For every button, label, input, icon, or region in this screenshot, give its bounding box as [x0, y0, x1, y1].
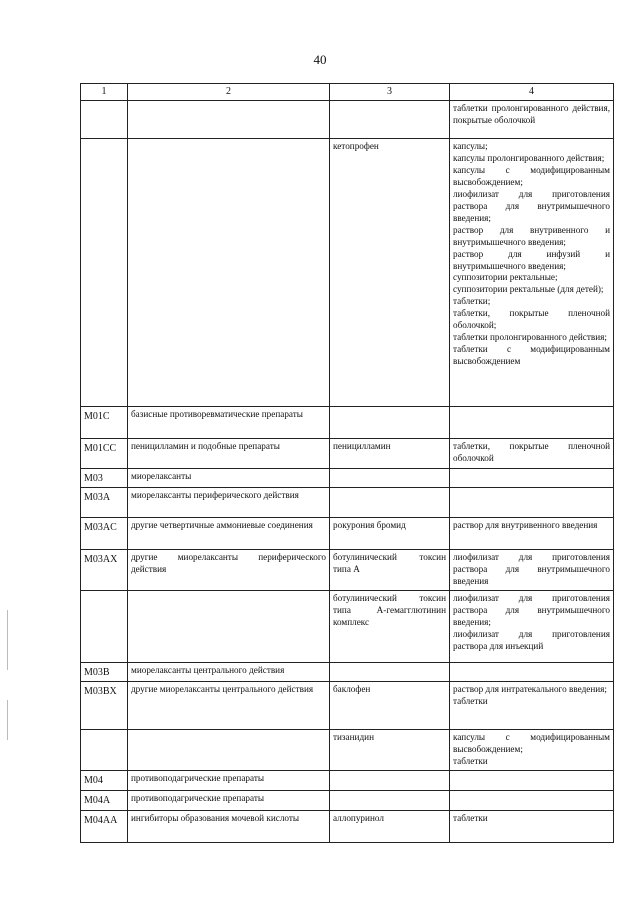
dosage-form-item: таблетки	[453, 695, 488, 706]
atc-code-cell	[81, 729, 128, 770]
table-row	[81, 590, 614, 662]
dosage-forms-cell	[450, 770, 614, 790]
group-name-cell: базисные противоревматические препараты	[128, 407, 330, 439]
dosage-forms-cell	[450, 810, 614, 842]
dosage-forms-cell	[450, 488, 614, 518]
column-header-1: 1	[81, 84, 128, 101]
dosage-form-item: таблетки	[453, 812, 488, 823]
group-name-cell: другие четвертичные аммониевые соединения	[128, 518, 330, 550]
dosage-forms-cell	[450, 681, 614, 729]
dosage-form-item: раствор для внутривенного и внутримышечного введения;	[453, 224, 610, 247]
table-row	[81, 439, 614, 469]
dosage-form-item: лиофилизат для приготовления раствора для инъекций	[453, 628, 610, 651]
table-row	[81, 662, 614, 681]
dosage-forms-cell	[450, 790, 614, 810]
table-row	[81, 518, 614, 550]
dosage-forms-cell	[450, 518, 614, 550]
group-name-cell	[128, 101, 330, 139]
dosage-forms-cell	[450, 139, 614, 407]
dosage-form-item: суппозитории ректальные (для детей);	[453, 284, 604, 295]
group-name-cell	[128, 590, 330, 662]
substance-cell	[330, 488, 450, 518]
table-row	[81, 770, 614, 790]
substance-cell: ботулинический токсин типа А	[330, 550, 450, 591]
dosage-form-item: капсулы пролонгированного действия;	[453, 152, 605, 163]
atc-code-cell: M01C	[81, 407, 128, 439]
table-row	[81, 469, 614, 488]
margin-mark	[7, 610, 8, 670]
table-row	[81, 101, 614, 139]
dosage-forms-cell	[450, 662, 614, 681]
table-row	[81, 810, 614, 842]
dosage-forms-cell	[450, 439, 614, 469]
substance-cell: баклофен	[330, 681, 450, 729]
atc-code-cell	[81, 590, 128, 662]
dosage-form-item: лиофилизат для приготовления раствора для внутримышечного введения	[453, 552, 610, 586]
dosage-forms-cell	[450, 550, 614, 591]
dosage-form-item: раствор для интратекального введения;	[453, 683, 607, 694]
atc-code-cell: M04AA	[81, 810, 128, 842]
dosage-forms-cell	[450, 469, 614, 488]
atc-code-cell: M03	[81, 469, 128, 488]
table-row	[81, 681, 614, 729]
table-row	[81, 790, 614, 810]
substance-cell	[330, 407, 450, 439]
substance-cell	[330, 770, 450, 790]
table-row	[81, 488, 614, 518]
table-body	[81, 84, 614, 843]
table-row	[81, 407, 614, 439]
substance-cell	[330, 101, 450, 139]
dosage-form-item: таблетки пролонгированного действия, покрытые оболочкой	[453, 103, 610, 125]
substance-cell: тизанидин	[330, 729, 450, 770]
atc-code-cell: M04A	[81, 790, 128, 810]
group-name-cell	[128, 729, 330, 770]
group-name-cell: другие миорелаксанты центрального действия	[128, 681, 330, 729]
atc-code-cell: M01CC	[81, 439, 128, 469]
group-name-cell: миорелаксанты центрального действия	[128, 662, 330, 681]
substance-cell	[330, 662, 450, 681]
margin-mark	[7, 700, 8, 740]
atc-code-cell: M03AC	[81, 518, 128, 550]
atc-code-cell: M04	[81, 770, 128, 790]
table-row	[81, 550, 614, 591]
atc-code-cell: M03B	[81, 662, 128, 681]
drug-table	[80, 83, 614, 843]
atc-code-cell: M03A	[81, 488, 128, 518]
table-row	[81, 729, 614, 770]
dosage-form-item: таблетки, покрытые пленочной оболочкой	[453, 441, 610, 463]
substance-cell	[330, 469, 450, 488]
substance-cell: кетопрофен	[330, 139, 450, 407]
dosage-form-item: раствор для инфузий и внутримышечного введения;	[453, 248, 610, 271]
dosage-form-item: таблетки;	[453, 296, 491, 307]
substance-cell: пеницилламин	[330, 439, 450, 469]
table-header-row	[81, 84, 614, 101]
dosage-form-item: таблетки с модифицированным высвобождением	[453, 344, 610, 367]
atc-code-cell: M03BX	[81, 681, 128, 729]
dosage-forms-cell	[450, 590, 614, 662]
dosage-form-item: лиофилизат для приготовления раствора для внутримышечного введения;	[453, 592, 610, 627]
group-name-cell: ингибиторы образования мочевой кислоты	[128, 810, 330, 842]
substance-cell: аллопуринол	[330, 810, 450, 842]
substance-cell: ботулинический токсин типа А-гемагглютинин комплекс	[330, 590, 450, 662]
group-name-cell: миорелаксанты периферического действия	[128, 488, 330, 518]
dosage-form-item: суппозитории ректальные;	[453, 272, 558, 283]
dosage-form-item: лиофилизат для приготовления раствора для внутримышечного введения;	[453, 188, 610, 223]
group-name-cell	[128, 139, 330, 407]
dosage-form-item: раствор для внутривенного введения	[453, 520, 598, 530]
dosage-forms-cell	[450, 407, 614, 439]
group-name-cell: противоподагрические препараты	[128, 790, 330, 810]
page-number: 40	[313, 52, 327, 67]
substance-cell	[330, 790, 450, 810]
atc-code-cell	[81, 101, 128, 139]
dosage-form-item: таблетки	[453, 755, 488, 766]
atc-code-cell: M03AX	[81, 550, 128, 591]
group-name-cell: другие миорелаксанты периферического действия	[128, 550, 330, 591]
dosage-form-item: капсулы;	[453, 141, 488, 151]
group-name-cell: противоподагрические препараты	[128, 770, 330, 790]
dosage-forms-cell	[450, 729, 614, 770]
dosage-form-item: капсулы с модифицированным высвобождением;	[453, 164, 610, 187]
table-row	[81, 139, 614, 407]
dosage-form-item: капсулы с модифицированным высвобождением;	[453, 731, 610, 754]
dosage-forms-cell	[450, 101, 614, 139]
group-name-cell: миорелаксанты	[128, 469, 330, 488]
group-name-cell: пеницилламин и подобные препараты	[128, 439, 330, 469]
atc-code-cell	[81, 139, 128, 407]
column-header-3: 3	[330, 84, 450, 101]
dosage-form-item: таблетки, покрытые пленочной оболочкой;	[453, 308, 610, 331]
column-header-2: 2	[128, 84, 330, 101]
column-header-4: 4	[450, 84, 614, 101]
dosage-form-item: таблетки пролонгированного действия;	[453, 332, 607, 343]
substance-cell: рокурония бромид	[330, 518, 450, 550]
